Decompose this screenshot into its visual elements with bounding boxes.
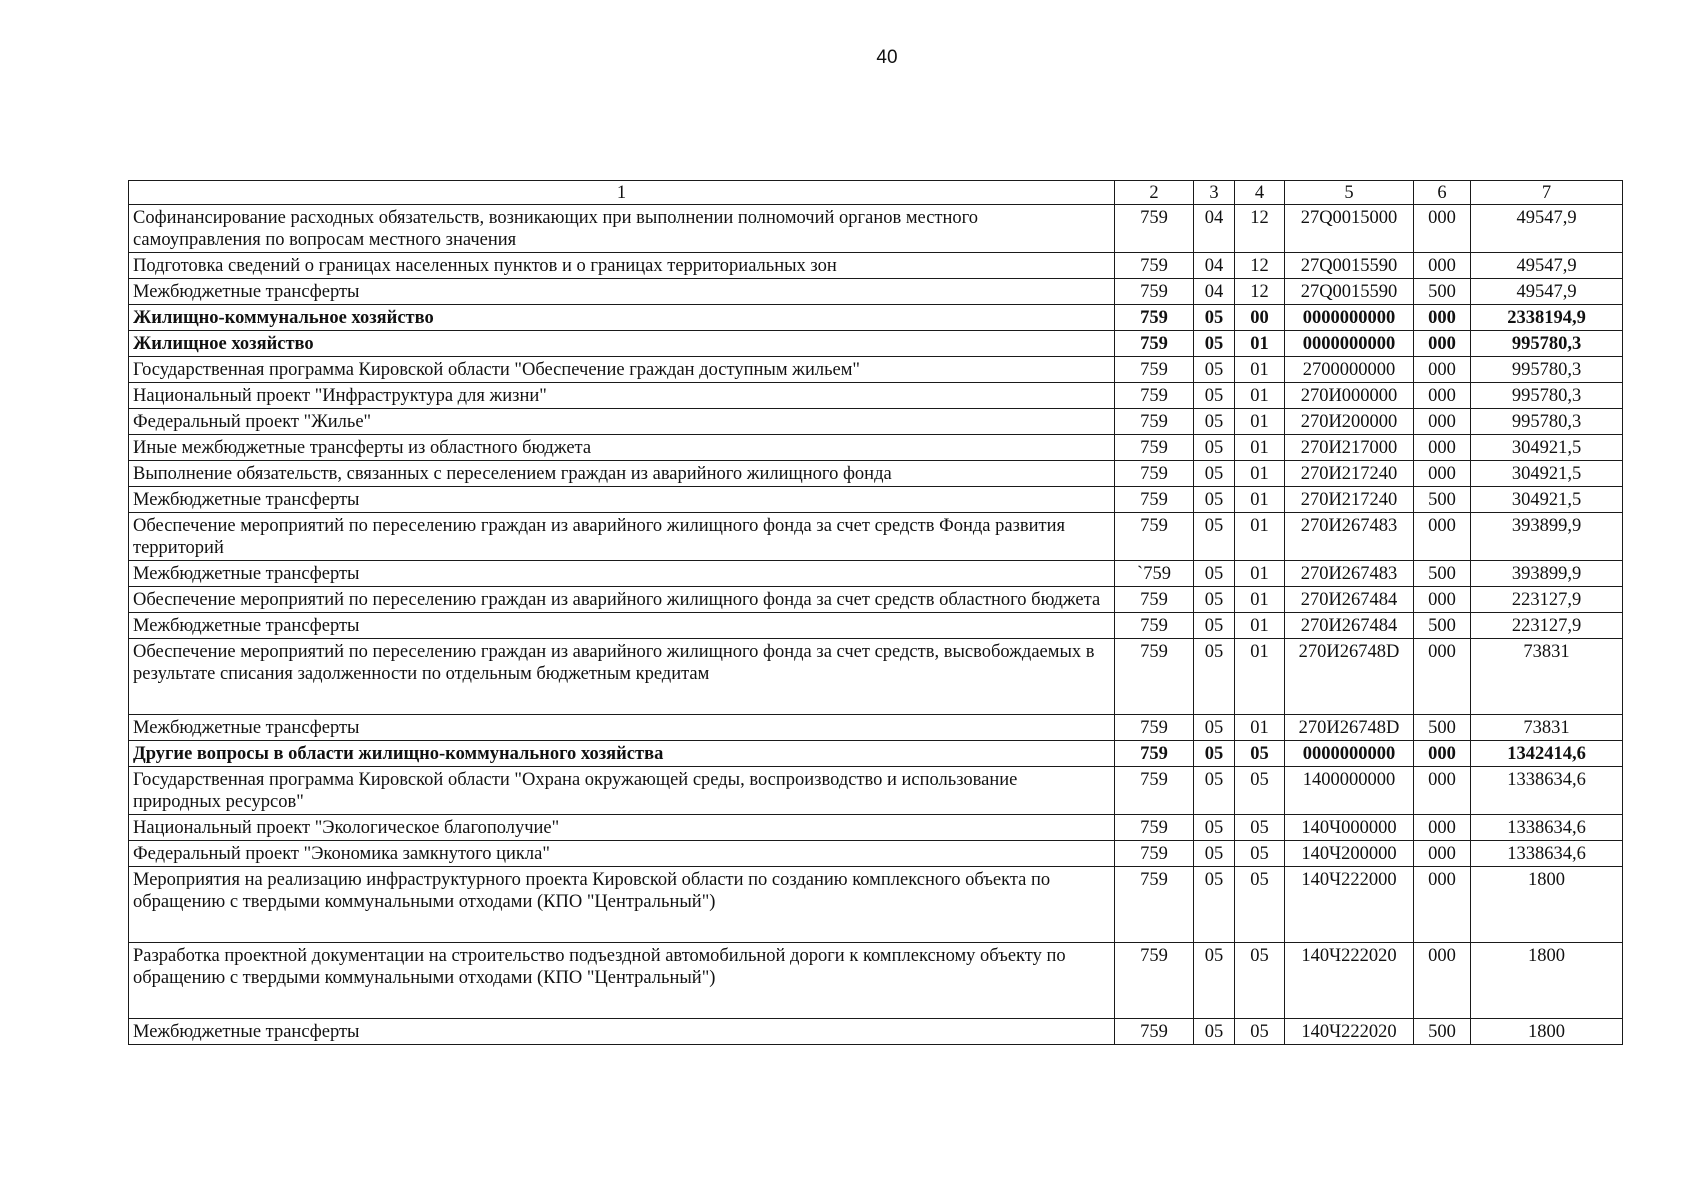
cell-expense-type: 000 — [1414, 767, 1471, 815]
cell-expense-type: 000 — [1414, 409, 1471, 435]
cell-subsection: 00 — [1235, 305, 1285, 331]
cell-name: Федеральный проект "Экономика замкнутого цикла" — [129, 841, 1115, 867]
cell-name: Национальный проект "Экологическое благополучие" — [129, 815, 1115, 841]
cell-admin-code: 759 — [1115, 1019, 1194, 1045]
cell-section: 05 — [1194, 513, 1235, 561]
cell-name: Жилищно-коммунальное хозяйство — [129, 305, 1115, 331]
cell-subsection: 05 — [1235, 943, 1285, 1019]
cell-amount: 49547,9 — [1471, 205, 1623, 253]
cell-amount: 304921,5 — [1471, 461, 1623, 487]
header-cell: 6 — [1414, 181, 1471, 205]
cell-subsection: 01 — [1235, 461, 1285, 487]
cell-target-article: 0000000000 — [1285, 305, 1414, 331]
table-row — [129, 357, 1623, 383]
cell-amount: 1338634,6 — [1471, 841, 1623, 867]
cell-subsection: 12 — [1235, 279, 1285, 305]
cell-expense-type: 000 — [1414, 741, 1471, 767]
table-row — [129, 943, 1623, 1019]
cell-section: 05 — [1194, 639, 1235, 715]
cell-expense-type: 000 — [1414, 841, 1471, 867]
cell-section: 05 — [1194, 561, 1235, 587]
cell-expense-type: 000 — [1414, 943, 1471, 1019]
cell-section: 05 — [1194, 943, 1235, 1019]
cell-subsection: 01 — [1235, 409, 1285, 435]
cell-name: Обеспечение мероприятий по переселению граждан из аварийного жилищного фонда за счет средств, высвобождаемых в результате списания задолженности по отдельным бюджетным кредитам — [129, 639, 1115, 715]
cell-section: 05 — [1194, 741, 1235, 767]
table-row — [129, 841, 1623, 867]
table-row — [129, 587, 1623, 613]
cell-section: 05 — [1194, 435, 1235, 461]
table-row — [129, 867, 1623, 943]
cell-admin-code: 759 — [1115, 305, 1194, 331]
cell-name: Государственная программа Кировской области "Охрана окружающей среды, воспроизводство и использование природных ресурсов" — [129, 767, 1115, 815]
cell-name: Межбюджетные трансферты — [129, 561, 1115, 587]
cell-name: Иные межбюджетные трансферты из областного бюджета — [129, 435, 1115, 461]
table-row — [129, 305, 1623, 331]
cell-amount: 73831 — [1471, 715, 1623, 741]
cell-amount: 223127,9 — [1471, 587, 1623, 613]
cell-subsection: 01 — [1235, 331, 1285, 357]
header-cell: 7 — [1471, 181, 1623, 205]
cell-admin-code: 759 — [1115, 205, 1194, 253]
cell-amount: 1800 — [1471, 867, 1623, 943]
cell-subsection: 05 — [1235, 841, 1285, 867]
cell-name: Межбюджетные трансферты — [129, 279, 1115, 305]
cell-amount: 1342414,6 — [1471, 741, 1623, 767]
table-row — [129, 383, 1623, 409]
cell-subsection: 01 — [1235, 513, 1285, 561]
cell-name: Другие вопросы в области жилищно-коммунального хозяйства — [129, 741, 1115, 767]
cell-section: 05 — [1194, 841, 1235, 867]
table-row — [129, 253, 1623, 279]
cell-target-article: 270И200000 — [1285, 409, 1414, 435]
cell-name: Подготовка сведений о границах населенных пунктов и о границах территориальных зон — [129, 253, 1115, 279]
cell-target-article: 270И000000 — [1285, 383, 1414, 409]
cell-name: Софинансирование расходных обязательств, возникающих при выполнении полномочий органов местного самоуправления по вопросам местного значения — [129, 205, 1115, 253]
cell-target-article: 0000000000 — [1285, 331, 1414, 357]
cell-target-article: 140Ч200000 — [1285, 841, 1414, 867]
cell-admin-code: 759 — [1115, 253, 1194, 279]
cell-subsection: 05 — [1235, 815, 1285, 841]
cell-subsection: 01 — [1235, 639, 1285, 715]
cell-expense-type: 000 — [1414, 253, 1471, 279]
cell-name: Федеральный проект "Жилье" — [129, 409, 1115, 435]
cell-amount: 995780,3 — [1471, 383, 1623, 409]
cell-section: 05 — [1194, 815, 1235, 841]
cell-admin-code: 759 — [1115, 613, 1194, 639]
cell-admin-code: 759 — [1115, 435, 1194, 461]
cell-section: 05 — [1194, 767, 1235, 815]
table-row — [129, 331, 1623, 357]
cell-amount: 393899,9 — [1471, 561, 1623, 587]
cell-amount: 1800 — [1471, 943, 1623, 1019]
cell-amount: 1338634,6 — [1471, 815, 1623, 841]
cell-subsection: 01 — [1235, 561, 1285, 587]
cell-target-article: 2700000000 — [1285, 357, 1414, 383]
cell-admin-code: 759 — [1115, 943, 1194, 1019]
cell-target-article: 270И267483 — [1285, 513, 1414, 561]
cell-subsection: 01 — [1235, 357, 1285, 383]
header-cell: 3 — [1194, 181, 1235, 205]
cell-target-article: 140Ч000000 — [1285, 815, 1414, 841]
cell-target-article: 270И26748D — [1285, 715, 1414, 741]
cell-amount: 49547,9 — [1471, 279, 1623, 305]
cell-admin-code: 759 — [1115, 383, 1194, 409]
cell-target-article: 27Q0015590 — [1285, 253, 1414, 279]
header-cell: 2 — [1115, 181, 1194, 205]
cell-section: 05 — [1194, 587, 1235, 613]
table-row — [129, 639, 1623, 715]
cell-expense-type: 000 — [1414, 639, 1471, 715]
cell-subsection: 01 — [1235, 383, 1285, 409]
table-row — [129, 513, 1623, 561]
cell-section: 05 — [1194, 383, 1235, 409]
cell-name: Выполнение обязательств, связанных с переселением граждан из аварийного жилищного фонда — [129, 461, 1115, 487]
cell-section: 04 — [1194, 253, 1235, 279]
cell-expense-type: 000 — [1414, 205, 1471, 253]
cell-admin-code: 759 — [1115, 357, 1194, 383]
cell-amount: 995780,3 — [1471, 409, 1623, 435]
cell-expense-type: 000 — [1414, 815, 1471, 841]
table-row — [129, 715, 1623, 741]
cell-expense-type: 500 — [1414, 487, 1471, 513]
cell-section: 05 — [1194, 1019, 1235, 1045]
cell-section: 05 — [1194, 867, 1235, 943]
table-row — [129, 279, 1623, 305]
cell-name: Обеспечение мероприятий по переселению граждан из аварийного жилищного фонда за счет средств областного бюджета — [129, 587, 1115, 613]
cell-admin-code: 759 — [1115, 815, 1194, 841]
cell-subsection: 05 — [1235, 867, 1285, 943]
cell-name: Обеспечение мероприятий по переселению граждан из аварийного жилищного фонда за счет средств Фонда развития территорий — [129, 513, 1115, 561]
page-number: 40 — [876, 47, 898, 68]
cell-target-article: 27Q0015590 — [1285, 279, 1414, 305]
cell-name: Мероприятия на реализацию инфраструктурного проекта Кировской области по созданию комплексного объекта по обращению с твердыми коммунальными отходами (КПО "Центральный") — [129, 867, 1115, 943]
cell-admin-code: 759 — [1115, 639, 1194, 715]
cell-target-article: 1400000000 — [1285, 767, 1414, 815]
cell-expense-type: 000 — [1414, 331, 1471, 357]
cell-name: Разработка проектной документации на строительство подъездной автомобильной дороги к комплексному объекту по обращению с твердыми коммунальными отходами (КПО "Центральный") — [129, 943, 1115, 1019]
cell-admin-code: 759 — [1115, 841, 1194, 867]
cell-expense-type: 500 — [1414, 613, 1471, 639]
cell-subsection: 01 — [1235, 715, 1285, 741]
cell-subsection: 01 — [1235, 587, 1285, 613]
table-row — [129, 613, 1623, 639]
table-row — [129, 815, 1623, 841]
cell-amount: 223127,9 — [1471, 613, 1623, 639]
cell-expense-type: 000 — [1414, 461, 1471, 487]
cell-section: 05 — [1194, 331, 1235, 357]
cell-expense-type: 500 — [1414, 715, 1471, 741]
cell-target-article: 140Ч222020 — [1285, 943, 1414, 1019]
cell-section: 05 — [1194, 613, 1235, 639]
cell-expense-type: 000 — [1414, 357, 1471, 383]
cell-name: Государственная программа Кировской области "Обеспечение граждан доступным жильем" — [129, 357, 1115, 383]
cell-target-article: 270И217240 — [1285, 461, 1414, 487]
table-row — [129, 487, 1623, 513]
cell-expense-type: 500 — [1414, 1019, 1471, 1045]
cell-expense-type: 000 — [1414, 587, 1471, 613]
cell-name: Межбюджетные трансферты — [129, 613, 1115, 639]
cell-admin-code: 759 — [1115, 331, 1194, 357]
cell-admin-code: 759 — [1115, 279, 1194, 305]
cell-amount: 304921,5 — [1471, 435, 1623, 461]
table-row — [129, 409, 1623, 435]
cell-admin-code: `759 — [1115, 561, 1194, 587]
cell-section: 05 — [1194, 487, 1235, 513]
cell-admin-code: 759 — [1115, 741, 1194, 767]
header-cell: 1 — [129, 181, 1115, 205]
cell-section: 05 — [1194, 305, 1235, 331]
cell-admin-code: 759 — [1115, 867, 1194, 943]
cell-section: 05 — [1194, 461, 1235, 487]
cell-target-article: 0000000000 — [1285, 741, 1414, 767]
cell-section: 05 — [1194, 409, 1235, 435]
header-row — [129, 181, 1623, 205]
cell-admin-code: 759 — [1115, 487, 1194, 513]
cell-name: Межбюджетные трансферты — [129, 1019, 1115, 1045]
cell-subsection: 01 — [1235, 613, 1285, 639]
cell-section: 04 — [1194, 205, 1235, 253]
cell-target-article: 270И267484 — [1285, 587, 1414, 613]
cell-amount: 304921,5 — [1471, 487, 1623, 513]
cell-admin-code: 759 — [1115, 461, 1194, 487]
cell-amount: 49547,9 — [1471, 253, 1623, 279]
cell-target-article: 140Ч222020 — [1285, 1019, 1414, 1045]
cell-subsection: 12 — [1235, 253, 1285, 279]
table-row — [129, 435, 1623, 461]
cell-admin-code: 759 — [1115, 767, 1194, 815]
cell-section: 05 — [1194, 715, 1235, 741]
cell-subsection: 05 — [1235, 741, 1285, 767]
cell-subsection: 05 — [1235, 1019, 1285, 1045]
header-cell: 5 — [1285, 181, 1414, 205]
cell-admin-code: 759 — [1115, 587, 1194, 613]
cell-expense-type: 000 — [1414, 513, 1471, 561]
cell-section: 04 — [1194, 279, 1235, 305]
cell-amount: 995780,3 — [1471, 357, 1623, 383]
cell-section: 05 — [1194, 357, 1235, 383]
cell-expense-type: 000 — [1414, 867, 1471, 943]
cell-admin-code: 759 — [1115, 715, 1194, 741]
header-cell: 4 — [1235, 181, 1285, 205]
cell-amount: 73831 — [1471, 639, 1623, 715]
cell-amount: 1800 — [1471, 1019, 1623, 1045]
cell-target-article: 270И217000 — [1285, 435, 1414, 461]
table-row — [129, 767, 1623, 815]
table-row — [129, 561, 1623, 587]
cell-amount: 2338194,9 — [1471, 305, 1623, 331]
cell-name: Жилищное хозяйство — [129, 331, 1115, 357]
cell-subsection: 01 — [1235, 435, 1285, 461]
cell-subsection: 05 — [1235, 767, 1285, 815]
cell-name: Межбюджетные трансферты — [129, 487, 1115, 513]
cell-expense-type: 000 — [1414, 435, 1471, 461]
cell-amount: 995780,3 — [1471, 331, 1623, 357]
table-row — [129, 1019, 1623, 1045]
cell-subsection: 01 — [1235, 487, 1285, 513]
cell-target-article: 27Q0015000 — [1285, 205, 1414, 253]
cell-subsection: 12 — [1235, 205, 1285, 253]
cell-target-article: 270И26748D — [1285, 639, 1414, 715]
cell-name: Национальный проект "Инфраструктура для жизни" — [129, 383, 1115, 409]
table-row — [129, 741, 1623, 767]
cell-expense-type: 500 — [1414, 561, 1471, 587]
table-row — [129, 461, 1623, 487]
cell-amount: 393899,9 — [1471, 513, 1623, 561]
cell-amount: 1338634,6 — [1471, 767, 1623, 815]
cell-target-article: 270И217240 — [1285, 487, 1414, 513]
cell-admin-code: 759 — [1115, 513, 1194, 561]
table-body — [129, 205, 1623, 1045]
cell-expense-type: 000 — [1414, 383, 1471, 409]
table-row — [129, 205, 1623, 253]
cell-target-article: 140Ч222000 — [1285, 867, 1414, 943]
budget-table — [128, 180, 1623, 1045]
cell-expense-type: 000 — [1414, 305, 1471, 331]
cell-expense-type: 500 — [1414, 279, 1471, 305]
cell-admin-code: 759 — [1115, 409, 1194, 435]
cell-name: Межбюджетные трансферты — [129, 715, 1115, 741]
cell-target-article: 270И267484 — [1285, 613, 1414, 639]
cell-target-article: 270И267483 — [1285, 561, 1414, 587]
